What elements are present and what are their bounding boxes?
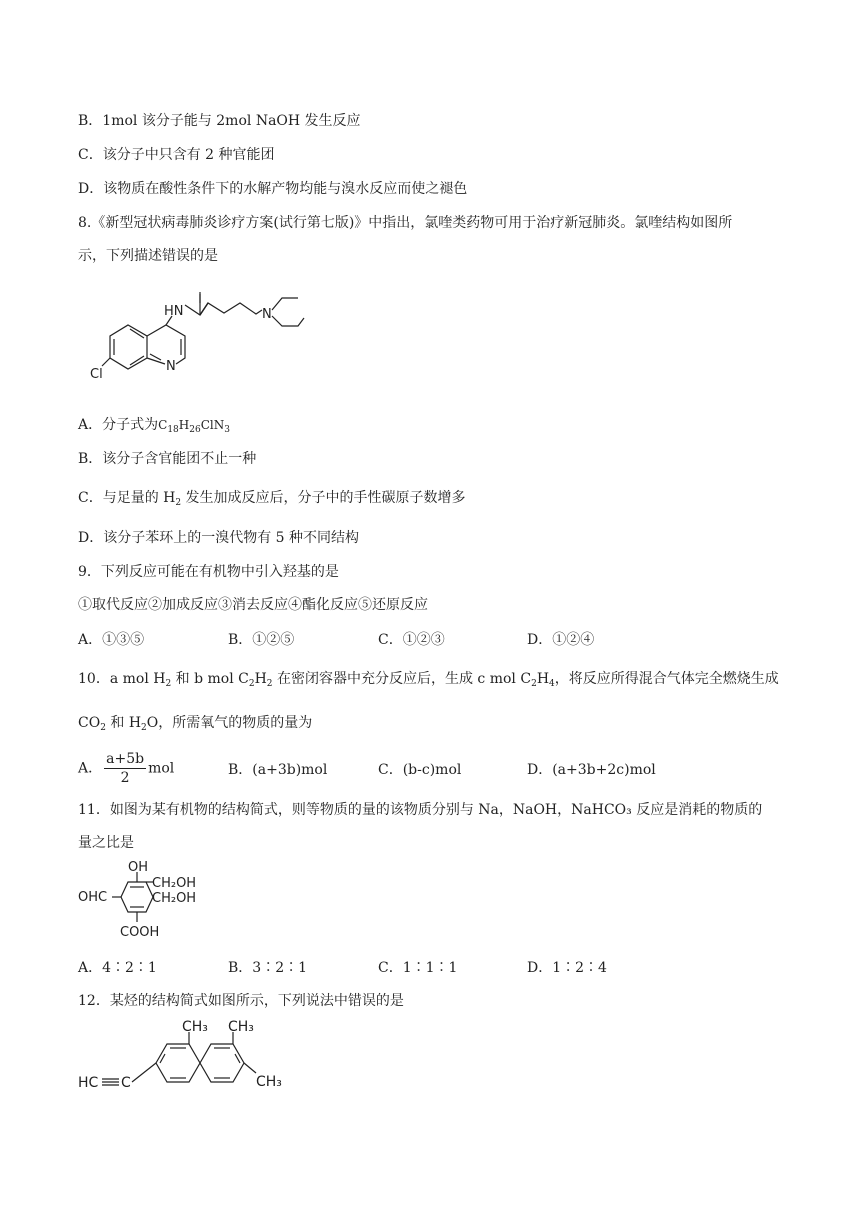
q7-option-b: B．1mol 该分子能与 2mol NaOH 发生反应 <box>78 113 361 129</box>
q12-ch3-label-a: CH₃ <box>182 1019 208 1035</box>
q12-ch3-label-b: CH₃ <box>228 1019 254 1035</box>
q8-option-b: B．该分子含官能团不止一种 <box>78 451 257 467</box>
q10-stem-line2: $CO_2$ 和 $H_2O$，所需氧气的物质的量为 <box>78 715 313 733</box>
q8-option-a-text: A．分子式为 <box>78 417 159 433</box>
chloroquine-structure <box>90 278 330 403</box>
q11-option-b: B．3∶2∶1 <box>228 960 308 976</box>
q11-ch2oh-label-1: CH₂OH <box>152 876 197 891</box>
q8-option-a <box>78 415 230 440</box>
q11-ch2oh-label-2: CH₂OH <box>152 891 197 906</box>
q11-cooh-label: COOH <box>120 925 160 940</box>
q9-option-c: C．①②③ <box>378 632 445 648</box>
q12-ch3-label-c: CH₃ <box>256 1074 282 1090</box>
q11-option-d: D．1∶2∶4 <box>527 960 607 976</box>
q11-option-c: C．1∶1∶1 <box>378 960 458 976</box>
q8-stem-line2: 示，下列描述错误的是 <box>78 248 218 264</box>
q7-option-d: D．该物质在酸性条件下的水解产物均能与溴水反应而使之褪色 <box>78 181 468 197</box>
q8-option-c: C．与足量的 $H_2$ 发生加成反应后，分子中的手性碳原子数增多 <box>78 490 466 508</box>
q8-stem-line1: 8.《新型冠状病毒肺炎诊疗方案(试行第七版)》中指出，氯喹类药物可用于治疗新冠肺炎。氯喹结构如图所 <box>78 215 733 231</box>
q9-reaction-list: ①取代反应②加成反应③消去反应④酯化反应⑤还原反应 <box>78 597 428 613</box>
q11-ohc-label: OHC <box>78 890 108 905</box>
q11-stem-line1: 11．如图为某有机物的结构简式，则等物质的量的该物质分别与 Na，NaOH，NaHCO₃ 反应是消耗的物质的 <box>78 802 763 818</box>
q10-option-a-fraction: $\frac{a+5b}{2}$ <box>106 751 145 786</box>
q11-stem-line2: 量之比是 <box>78 835 134 851</box>
q10-option-d: D．(a+3b+2c)mol <box>527 762 656 778</box>
q12-stem: 12．某烃的结构简式如图所示，下列说法中错误的是 <box>78 993 404 1009</box>
q12-structure <box>76 1018 306 1103</box>
chloroquine-amine-n-label: N <box>262 307 272 322</box>
q9-option-d: D．①②④ <box>527 632 595 648</box>
q11-structure <box>78 860 218 950</box>
q9-stem: 9．下列反应可能在有机物中引入羟基的是 <box>78 564 339 580</box>
q12-c-label: C <box>121 1075 131 1091</box>
q10-option-a: A． $\frac{a+5b}{2}$ mol <box>78 751 175 786</box>
q10-stem-line1: 10．a mol $H_2$ 和 b mol $C_2H_2$ 在密闭容器中充分反应后，生成 c mol $C_2H_4$，将反应所得混合气体完全燃烧生成 <box>78 671 779 689</box>
q11-oh-label: OH <box>128 860 149 875</box>
q9-option-a: A．①③⑤ <box>78 632 145 648</box>
q10-option-b: B．(a+3b)mol <box>228 762 328 778</box>
q12-hc-label: HC <box>78 1075 99 1091</box>
chloroquine-cl-label: Cl <box>90 367 103 382</box>
q8-option-d: D．该分子苯环上的一溴代物有 5 种不同结构 <box>78 530 360 546</box>
q9-option-b: B．①②⑤ <box>228 632 295 648</box>
q7-option-c: C．该分子中只含有 2 种官能团 <box>78 147 275 163</box>
chloroquine-hn-label: HN <box>164 304 184 319</box>
q11-option-a: A．4∶2∶1 <box>78 960 157 976</box>
q10-option-c: C．(b-c)mol <box>378 762 462 778</box>
chloroquine-ring-n-label: N <box>166 359 176 374</box>
q8-formula: $C_{18}H_{26}ClN_3$ <box>158 418 230 435</box>
